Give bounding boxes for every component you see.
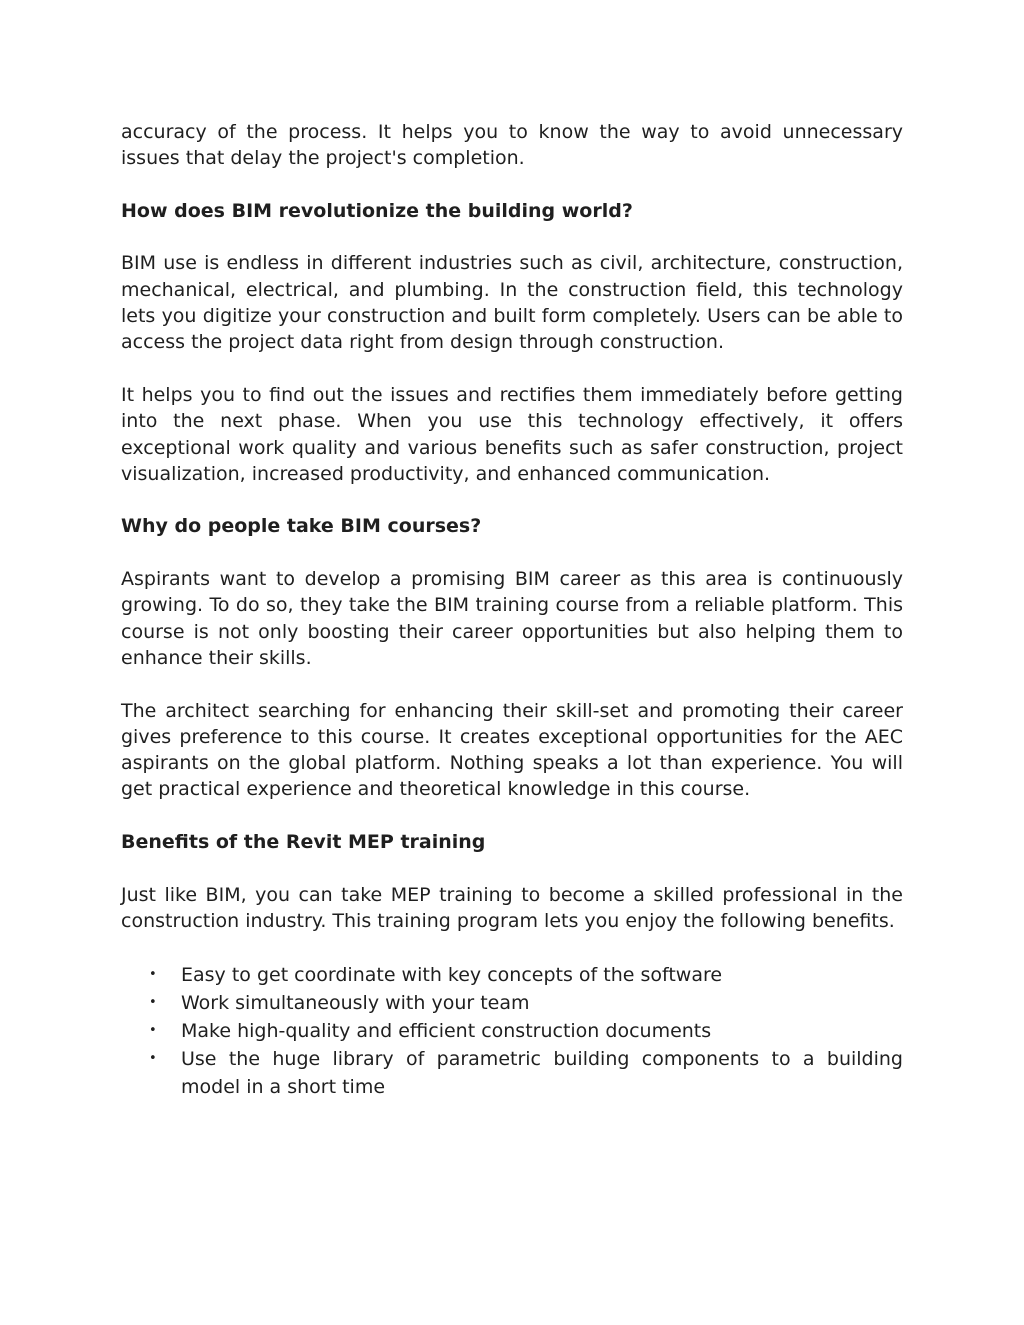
list-item-text: Make high-quality and efficient construction documents bbox=[181, 1019, 712, 1042]
paragraph-bim-use: BIM use is endless in different industries such as civil, architecture, construction, mechanical, electrical, and plumbing. In the construction field, this technology lets you digitize your construction and built form completely. Users can be able to access the project data right from design through construction. bbox=[121, 252, 903, 354]
heading-why-courses: Why do people take BIM courses? bbox=[121, 515, 482, 538]
bullet-icon: • bbox=[149, 994, 157, 1010]
paragraph-intro: accuracy of the process. It helps you to know the way to avoid unnecessary issues that delay the project's completion. bbox=[121, 121, 903, 170]
list-item bbox=[121, 1045, 903, 1101]
paragraph-architect: The architect searching for enhancing their skill-set and promoting their career gives preference to this course. It creates exceptional opportunities for the AEC aspirants on the global platform. Nothing speaks a lot than experience. You will get practical experience and theoretical knowledge in this course. bbox=[121, 699, 903, 801]
paragraph-aspirants: Aspirants want to develop a promising BIM career as this area is continuously growing. To do so, they take the BIM training course from a reliable platform. This course is not only boosting their career opportunities but also helping them to enhance their skills. bbox=[121, 568, 903, 669]
bullet-icon: • bbox=[149, 1022, 157, 1038]
list-item bbox=[121, 1017, 903, 1045]
list-item-text: Easy to get coordinate with key concepts of the software bbox=[181, 963, 723, 986]
bullet-icon: • bbox=[149, 1050, 157, 1066]
list-item bbox=[121, 961, 903, 989]
heading-revolution: How does BIM revolutionize the building world? bbox=[121, 199, 633, 222]
list-item-text: Work simultaneously with your team bbox=[181, 991, 530, 1014]
list-item-text: Use the huge library of parametric building components to a building model in a short time bbox=[181, 1047, 903, 1098]
bullet-icon: • bbox=[149, 966, 157, 982]
document-page bbox=[121, 119, 903, 1101]
paragraph-mep: Just like BIM, you can take MEP training to become a skilled professional in the construction industry. This training program lets you enjoy the following benefits. bbox=[121, 883, 903, 932]
benefits-list bbox=[121, 961, 903, 1101]
paragraph-issues: It helps you to find out the issues and rectifies them immediately before getting into the next phase. When you use this technology effectively, it offers exceptional work quality and various benefits such as safer construction, project visualization, increased productivity, and enhanced communication. bbox=[121, 383, 903, 485]
list-item bbox=[121, 989, 903, 1017]
heading-benefits: Benefits of the Revit MEP training bbox=[121, 831, 486, 854]
